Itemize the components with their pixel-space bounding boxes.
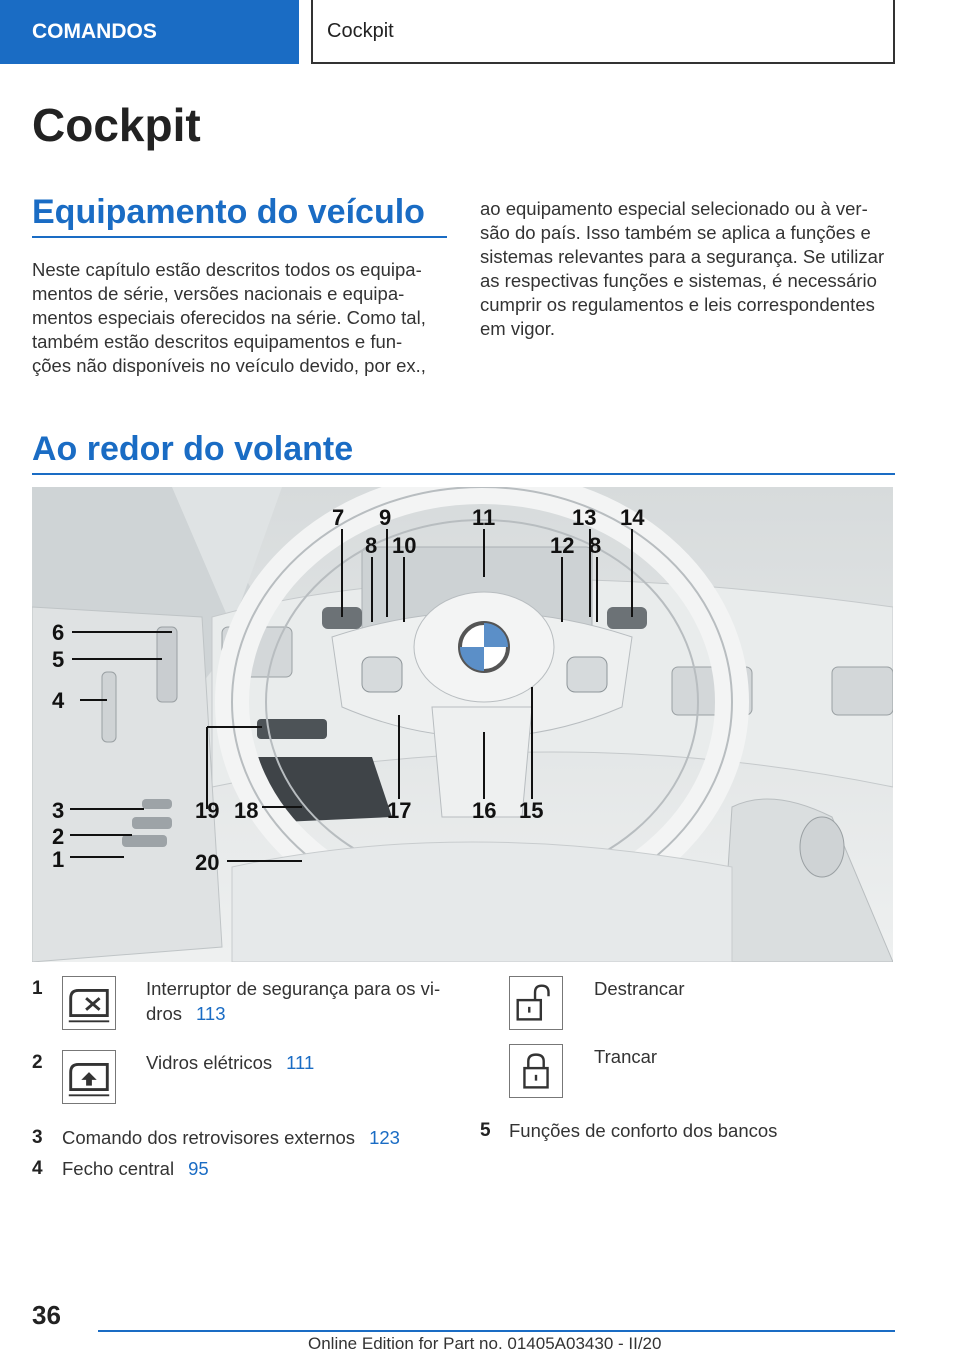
callout-label: 18 (234, 798, 259, 823)
callout-label: 19 (195, 798, 220, 823)
callout-label: 9 (379, 505, 392, 530)
page-link[interactable]: 123 (369, 1127, 400, 1148)
lock-icon (509, 1044, 563, 1098)
callout-label: 13 (572, 505, 597, 530)
callout-label: 4 (52, 688, 65, 713)
legend-item-5: Funções de conforto dos bancos (509, 1120, 778, 1141)
text-line: cumprir os regulamentos e leis correspondentes (480, 294, 875, 315)
callout-label: 17 (387, 798, 412, 823)
text-line: ções não disponíveis no veículo devido, por ex., (32, 355, 426, 376)
callout-label: 2 (52, 824, 65, 849)
page-link[interactable]: 113 (196, 1003, 226, 1024)
header-title: Cockpit (311, 0, 895, 64)
callout-label: 14 (620, 505, 645, 530)
section-heading-steering: Ao redor do volante (32, 430, 895, 475)
intro-column-1 (32, 258, 452, 378)
legend-text-line2 (146, 1001, 446, 1026)
legend-item-lock: Trancar (594, 1046, 658, 1067)
footer-divider (98, 1330, 895, 1332)
legend-item-4 (62, 1156, 209, 1181)
text-line: em vigor. (480, 318, 556, 339)
legend-number: 2 (32, 1052, 43, 1073)
page-number: 36 (32, 1300, 61, 1330)
legend-number: 5 (480, 1120, 491, 1141)
cockpit-illustration (32, 487, 893, 962)
legend-number: 3 (32, 1127, 43, 1148)
section-heading-equipment: Equipamento do veículo (32, 193, 447, 238)
callout-label: 3 (52, 798, 65, 823)
cockpit-drawing (32, 487, 893, 962)
legend-text: Fecho central (62, 1158, 175, 1179)
callout-label: 16 (472, 798, 497, 823)
legend-item-unlock: Destrancar (594, 978, 685, 999)
callout-label: 11 (472, 505, 496, 530)
legend-text: Vidros elétricos (146, 1052, 273, 1073)
callout-label: 8 (589, 533, 602, 558)
legend-text: dros (146, 1003, 182, 1024)
callout-label: 7 (332, 505, 345, 530)
text-line: são do país. Isso também se aplica a funções e (480, 222, 871, 243)
window-safety-switch-icon (62, 976, 116, 1030)
legend-number: 1 (32, 978, 43, 999)
callout-label: 6 (52, 620, 65, 645)
text-line: sistemas relevantes para a segurança. Se utilizar (480, 246, 885, 267)
unlock-icon (509, 976, 563, 1030)
legend-item-1 (146, 976, 446, 1026)
callout-label: 20 (195, 850, 220, 875)
page-link[interactable]: 95 (188, 1158, 209, 1179)
callout-label: 8 (365, 533, 378, 558)
footer-text: Online Edition for Part no. 01405A03430 - II/20 (308, 1334, 662, 1353)
text-line: ao equipamento especial selecionado ou à ver- (480, 198, 868, 219)
legend-item-2 (146, 1050, 314, 1075)
text-line: Neste capítulo estão descritos todos os equipa- (32, 259, 422, 280)
text-line: mentos de série, versões nacionais e equipa- (32, 283, 405, 304)
page-title: Cockpit (32, 99, 201, 151)
section-tab: COMANDOS (0, 0, 299, 64)
callout-label: 1 (52, 847, 65, 872)
callout-label: 12 (550, 533, 575, 558)
text-line: as respectivas funções e sistemas, é necessário (480, 270, 877, 291)
text-line: mentos especiais oferecidos na série. Como tal, (32, 307, 426, 328)
legend-number: 4 (32, 1158, 43, 1179)
power-window-icon (62, 1050, 116, 1104)
page-link[interactable]: 111 (286, 1052, 315, 1073)
legend-item-3 (62, 1125, 400, 1150)
text-line: também estão descritos equipamentos e fun- (32, 331, 403, 352)
legend-text: Comando dos retrovisores externos (62, 1127, 356, 1148)
callout-label: 5 (52, 647, 65, 672)
callout-label: 15 (519, 798, 544, 823)
intro-column-2 (480, 197, 895, 341)
legend-text: Interruptor de segurança para os vi- (146, 978, 441, 999)
callout-label: 10 (392, 533, 417, 558)
